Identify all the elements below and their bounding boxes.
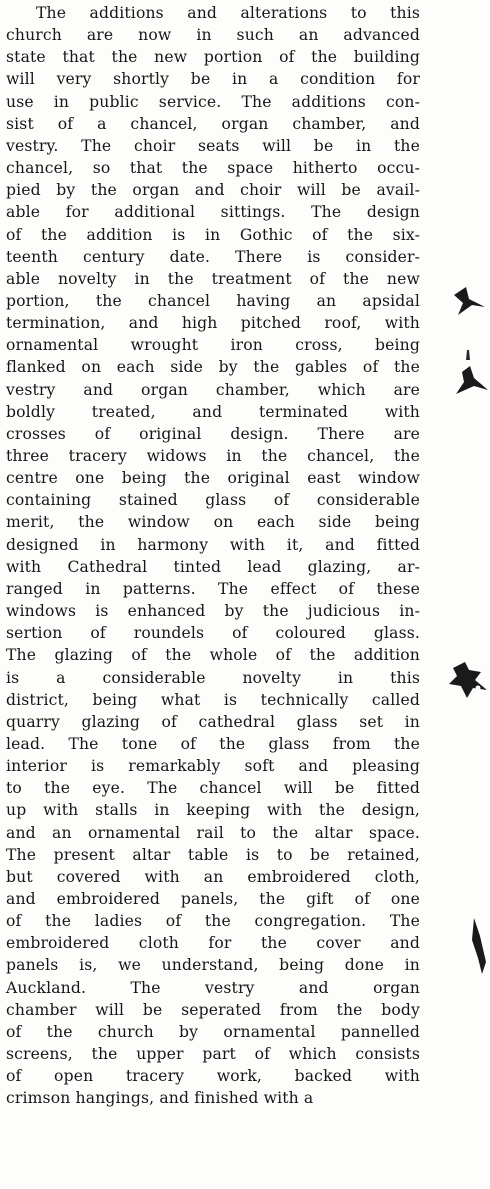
article-line: Auckland. The vestry and organ: [6, 978, 420, 997]
article-line: The present altar table is to be retained,: [6, 845, 420, 864]
article-line: screens, the upper part of which consists: [6, 1045, 420, 1064]
ink-blot-mark: [445, 660, 489, 700]
article-line: quarry glazing of cathedral glass set in: [6, 712, 420, 731]
article-line: pied by the organ and choir will be avail-: [6, 181, 420, 200]
article-line: centre one being the original east window: [6, 469, 420, 488]
article-line: use in public service. The additions con-: [6, 92, 420, 111]
article-line: interior is remarkably soft and pleasing: [6, 757, 420, 776]
article-line: chamber will be seperated from the body: [6, 1000, 420, 1019]
article-line: able novelty in the treatment of the new: [6, 269, 420, 288]
article-line: windows is enhanced by the judicious in-: [6, 602, 420, 621]
article-line: church are now in such an advanced: [6, 26, 420, 45]
article-line: embroidered cloth for the cover and: [6, 934, 420, 953]
article-line: district, being what is technically called: [6, 690, 420, 709]
article-line: crimson hangings, and finished with a: [6, 1089, 314, 1108]
article-line: to the eye. The chancel will be fitted: [6, 779, 420, 798]
article-line: panels is, we understand, being done in: [6, 956, 420, 975]
article-line: up with stalls in keeping with the design,: [6, 801, 420, 820]
article-line: with Cathedral tinted lead glazing, ar-: [6, 557, 420, 576]
article-line: boldly treated, and terminated with: [6, 402, 420, 421]
article-line: The glazing of the whole of the addition: [6, 646, 420, 665]
article-line: teenth century date. There is consider-: [6, 247, 420, 266]
article-line: three tracery widows in the chancel, the: [6, 447, 420, 465]
ink-blot-mark: [470, 918, 488, 974]
ink-blot-mark: [465, 350, 471, 360]
article-line: flanked on each side by the gables of the: [6, 358, 420, 377]
article-line: able for additional sittings. The design: [6, 203, 420, 222]
article-line: ranged in patterns. The effect of these: [6, 579, 420, 598]
article-line: of open tracery work, backed with: [6, 1067, 420, 1086]
article-line: but covered with an embroidered cloth,: [6, 867, 420, 886]
article-line: and embroidered panels, the gift of one: [6, 890, 420, 908]
article-line: of the addition is in Gothic of the six-: [6, 225, 420, 244]
article-line: containing stained glass of considerable: [6, 491, 420, 510]
article-line: vestry and organ chamber, which are: [6, 380, 420, 399]
ink-blot-mark: [452, 364, 490, 398]
article-line: ornamental wrought iron cross, being: [6, 336, 420, 355]
article-line: lead. The tone of the glass from the: [6, 734, 420, 753]
article-line: state that the new portion of the building: [6, 48, 420, 67]
article-line: crosses of original design. There are: [6, 424, 420, 443]
article-line: designed in harmony with it, and fitted: [6, 535, 420, 554]
article-line: is a considerable novelty in this: [6, 668, 420, 687]
article-line: termination, and high pitched roof, with: [6, 314, 420, 333]
article-line: sist of a chancel, organ chamber, and: [6, 114, 420, 133]
article-line: vestry. The choir seats will be in the: [6, 136, 420, 155]
article-line: will very shortly be in a condition for: [6, 70, 420, 89]
bleed-through-text: [150, 1172, 400, 1188]
article-line: and an ornamental rail to the altar space.: [6, 823, 420, 842]
article-line: of the ladies of the congregation. The: [6, 912, 420, 931]
article-line: The additions and alterations to this: [36, 4, 420, 22]
article-line: chancel, so that the space hitherto occu-: [6, 159, 420, 178]
article-line: portion, the chancel having an apsidal: [6, 291, 420, 310]
ink-blot-mark: [452, 283, 488, 319]
article-line: of the church by ornamental pannelled: [6, 1022, 420, 1041]
article-line: sertion of roundels of coloured glass.: [6, 624, 420, 643]
article-line: merit, the window on each side being: [6, 513, 420, 532]
